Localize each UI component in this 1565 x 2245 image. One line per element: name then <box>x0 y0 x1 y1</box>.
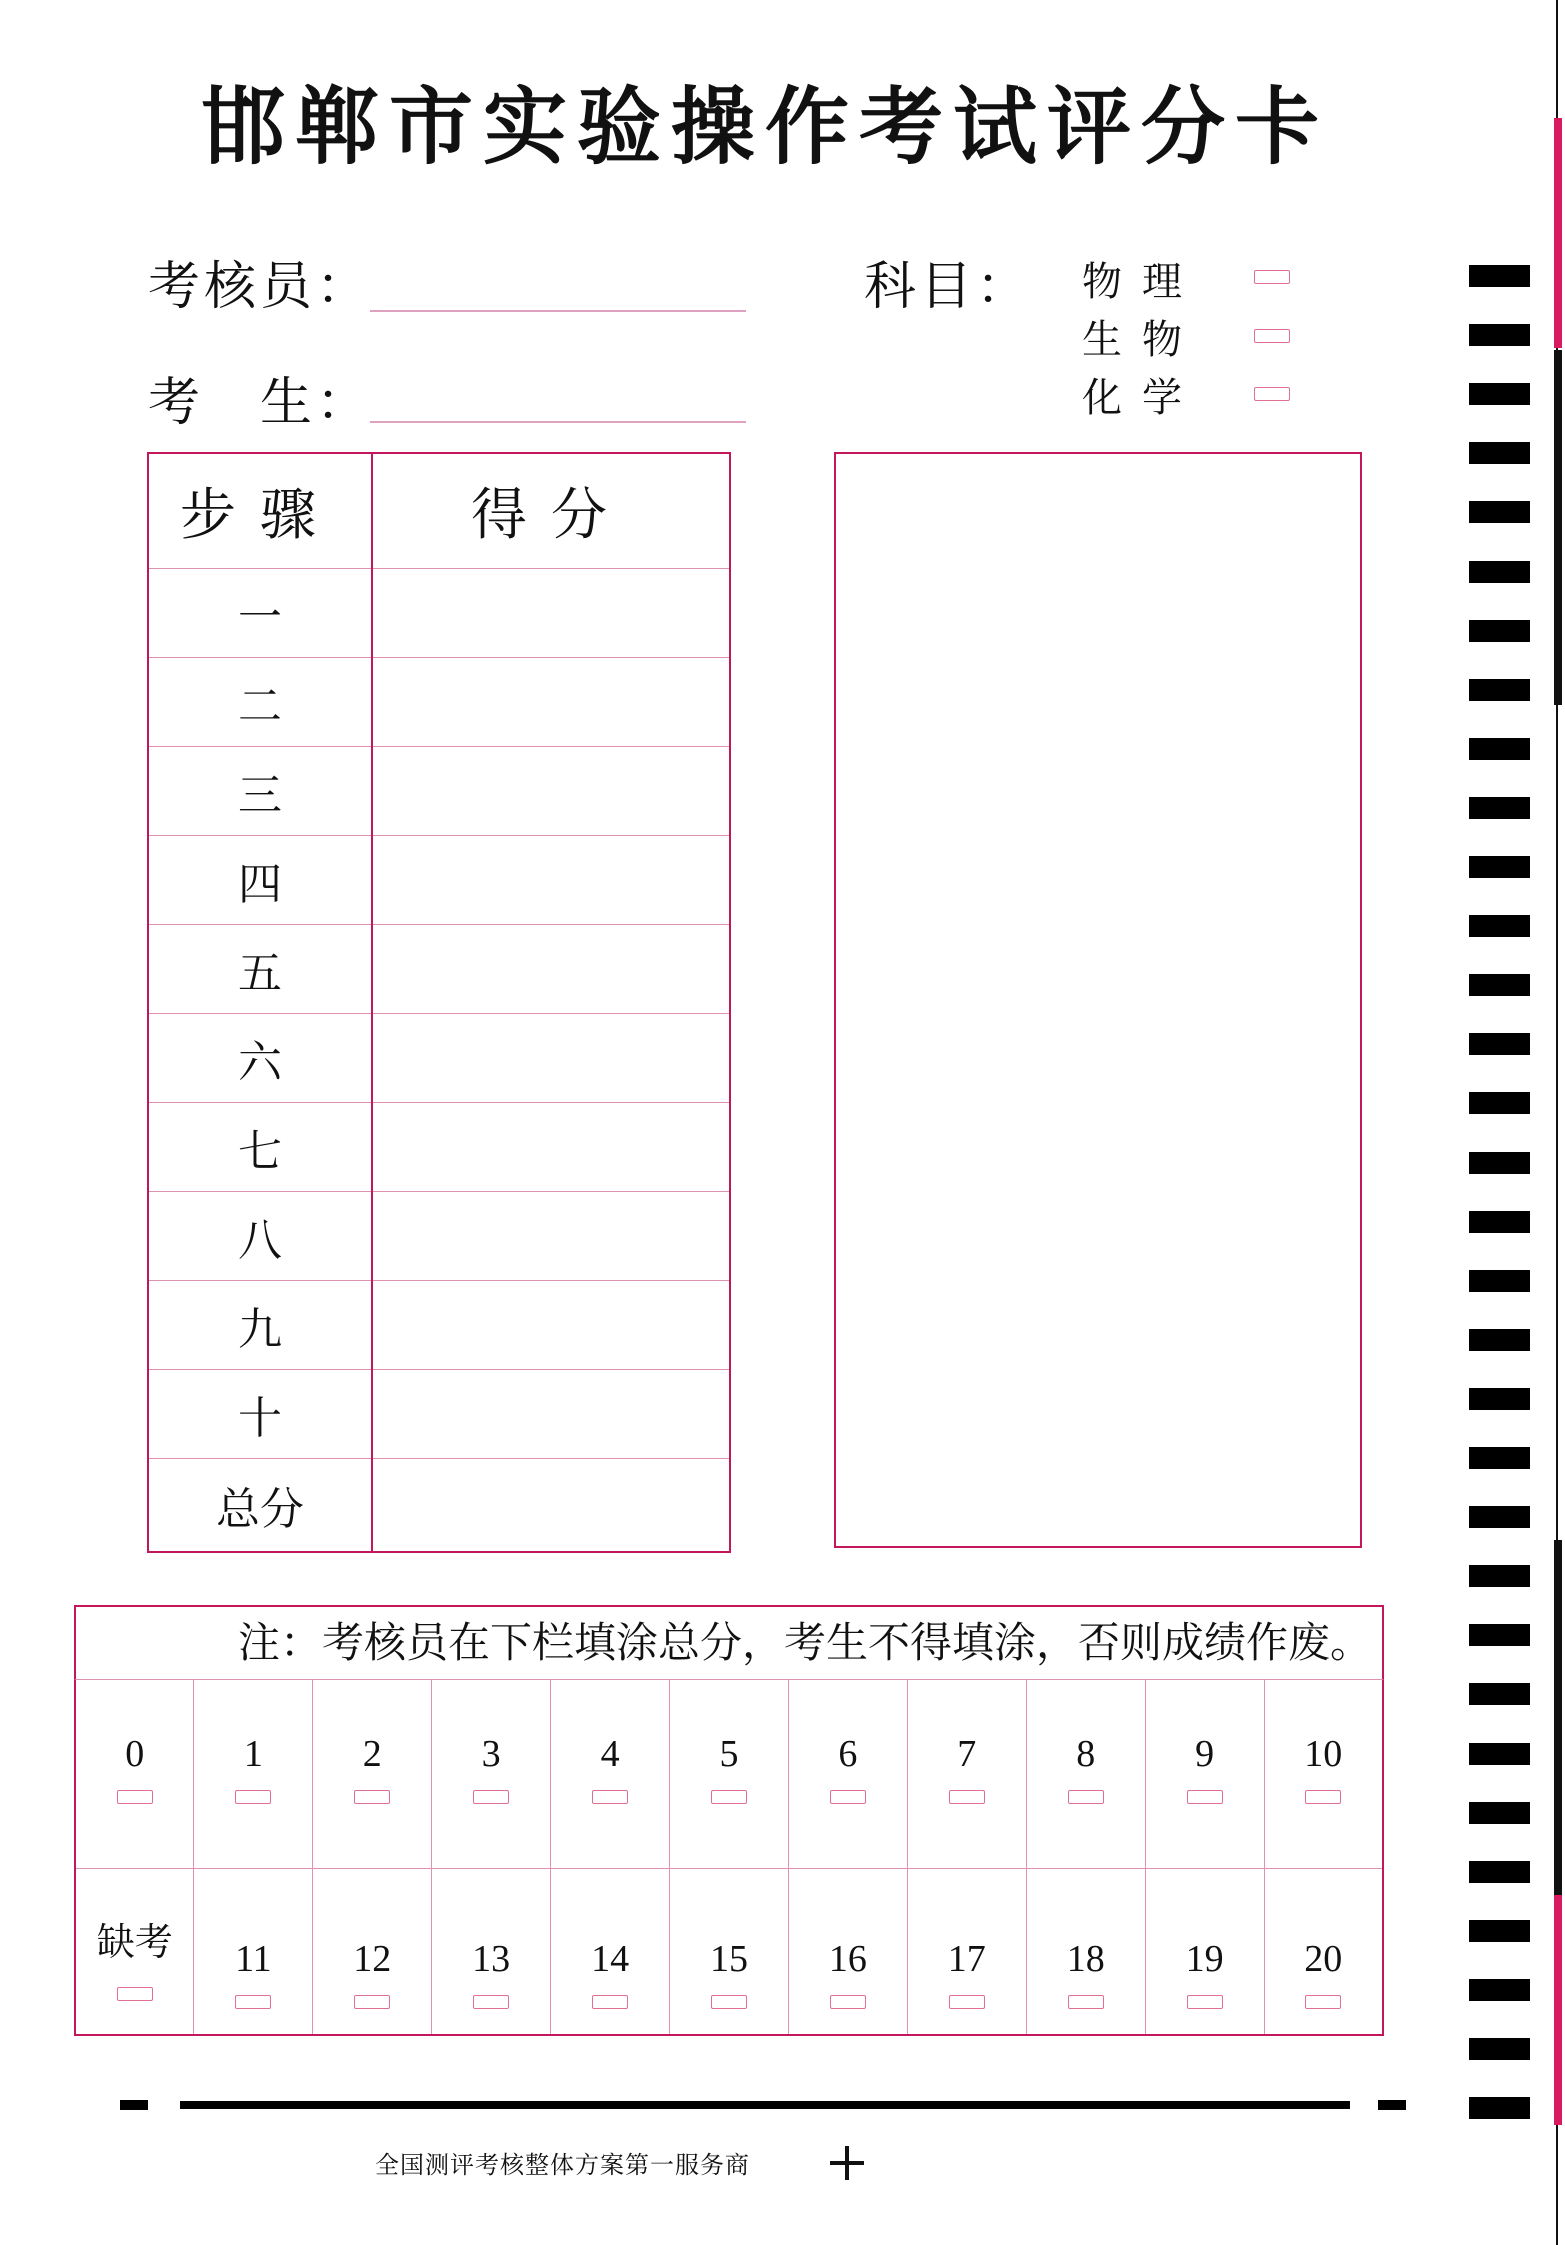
examinee-field[interactable] <box>370 421 746 423</box>
step-label: 三 <box>148 747 372 836</box>
score-number: 20 <box>1304 1938 1343 1980</box>
timing-mark <box>1469 1506 1530 1528</box>
step-score-cell[interactable] <box>372 1014 730 1103</box>
score-bubble[interactable] <box>830 1995 866 2009</box>
score-option[interactable] <box>551 1869 670 2036</box>
right-edge-accent <box>1554 118 1562 348</box>
right-edge-accent <box>1554 350 1562 705</box>
step-label: 四 <box>148 836 372 925</box>
step-label: 九 <box>148 1281 372 1370</box>
timing-mark <box>1469 915 1530 937</box>
score-option[interactable] <box>432 1680 551 1869</box>
page-title: 邯郸市实验操作考试评分卡 <box>200 77 1329 176</box>
score-option[interactable] <box>1026 1680 1145 1869</box>
total-score-bubble-grid <box>74 1680 1384 2036</box>
step-label: 二 <box>148 658 372 747</box>
subject-label: 科目： <box>864 257 1033 317</box>
timing-mark <box>1469 1092 1530 1114</box>
total-score-cell[interactable] <box>372 1459 730 1553</box>
subject-chemistry-bubble[interactable] <box>1254 387 1290 401</box>
subject-biology-label: 生物 <box>1082 317 1202 363</box>
timing-mark <box>1469 1447 1530 1469</box>
step-label: 十 <box>148 1370 372 1459</box>
bottom-mark-right <box>1378 2100 1406 2110</box>
timing-mark <box>1469 501 1530 523</box>
examiner-field[interactable] <box>370 310 746 312</box>
score-option[interactable] <box>788 1869 907 2036</box>
timing-mark <box>1469 265 1530 287</box>
step-label: 六 <box>148 1014 372 1103</box>
score-number: 5 <box>719 1733 739 1775</box>
score-option[interactable] <box>907 1869 1026 2036</box>
step-score-cell[interactable] <box>372 747 730 836</box>
timing-mark <box>1469 1861 1530 1883</box>
timing-mark <box>1469 1329 1530 1351</box>
score-option[interactable] <box>432 1869 551 2036</box>
score-bubble[interactable] <box>473 1790 509 1804</box>
step-label: 八 <box>148 1192 372 1281</box>
score-bubble[interactable] <box>354 1790 390 1804</box>
score-option[interactable] <box>75 1680 194 1869</box>
bottom-mark-left <box>120 2100 148 2110</box>
score-option[interactable] <box>907 1680 1026 1869</box>
step-score-cell[interactable] <box>372 569 730 658</box>
timing-mark <box>1469 856 1530 878</box>
step-score-cell[interactable] <box>372 1281 730 1370</box>
step-score-cell[interactable] <box>372 658 730 747</box>
score-bubble[interactable] <box>949 1995 985 2009</box>
score-option[interactable] <box>1145 1869 1264 2036</box>
score-number: 10 <box>1304 1733 1343 1775</box>
score-option[interactable] <box>670 1680 789 1869</box>
score-bubble[interactable] <box>830 1790 866 1804</box>
timing-mark <box>1469 1033 1530 1055</box>
subject-physics-bubble[interactable] <box>1254 270 1290 284</box>
score-option[interactable] <box>1264 1680 1383 1869</box>
score-number: 16 <box>828 1938 867 1980</box>
score-bubble[interactable] <box>473 1995 509 2009</box>
timing-mark <box>1469 1683 1530 1705</box>
absent-label: 缺考 <box>96 1920 173 1964</box>
right-edge-accent <box>1554 1895 1562 2125</box>
note-text: 注：考核员在下栏填涂总分，考生不得填涂，否则成绩作废。 <box>74 1605 1384 1680</box>
score-option[interactable] <box>1026 1869 1145 2036</box>
score-bubble[interactable] <box>1068 1995 1104 2009</box>
score-bubble[interactable] <box>1187 1790 1223 1804</box>
score-bubble[interactable] <box>711 1995 747 2009</box>
score-number: 13 <box>472 1938 511 1980</box>
subject-physics-label: 物理 <box>1082 259 1202 305</box>
timing-mark <box>1469 1802 1530 1824</box>
score-number: 8 <box>1076 1733 1096 1775</box>
score-number: 14 <box>591 1938 630 1980</box>
step-score-cell[interactable] <box>372 1103 730 1192</box>
score-bubble[interactable] <box>117 1790 153 1804</box>
score-number: 0 <box>125 1733 145 1775</box>
step-score-cell[interactable] <box>372 1192 730 1281</box>
timing-mark <box>1469 1979 1530 2001</box>
step-score-cell[interactable] <box>372 1370 730 1459</box>
right-edge-accent <box>1554 1540 1562 1895</box>
header-score: 得分 <box>471 483 631 548</box>
score-number: 19 <box>1185 1938 1224 1980</box>
step-label: 五 <box>148 925 372 1014</box>
timing-mark <box>1469 561 1530 583</box>
step-label: 七 <box>148 1103 372 1192</box>
score-bubble[interactable] <box>1305 1790 1341 1804</box>
score-bubble[interactable] <box>1305 1995 1341 2009</box>
timing-mark <box>1469 679 1530 701</box>
examinee-label: 考 生： <box>148 373 373 433</box>
timing-mark <box>1469 1743 1530 1765</box>
step-score-cell[interactable] <box>372 836 730 925</box>
score-option[interactable] <box>313 1680 432 1869</box>
score-bubble[interactable] <box>592 1790 628 1804</box>
score-bubble[interactable] <box>592 1995 628 2009</box>
score-option[interactable] <box>194 1869 313 2036</box>
score-option[interactable] <box>1145 1680 1264 1869</box>
subject-biology-bubble[interactable] <box>1254 329 1290 343</box>
score-table <box>147 452 731 1553</box>
timing-mark <box>1469 1624 1530 1646</box>
score-number: 4 <box>600 1733 620 1775</box>
score-option[interactable] <box>194 1680 313 1869</box>
score-option[interactable] <box>551 1680 670 1869</box>
score-bubble[interactable] <box>354 1995 390 2009</box>
score-bubble[interactable] <box>235 1995 271 2009</box>
header-step: 步骤 <box>148 453 372 569</box>
crosshair-mark <box>845 2146 849 2180</box>
timing-mark <box>1469 2038 1530 2060</box>
timing-mark <box>1469 620 1530 642</box>
step-score-cell[interactable] <box>372 925 730 1014</box>
timing-mark <box>1469 2097 1530 2119</box>
footer-text: 全国测评考核整体方案第一服务商 <box>375 2151 750 2179</box>
score-number: 2 <box>362 1733 382 1775</box>
timing-mark <box>1469 1920 1530 1942</box>
score-bubble[interactable] <box>711 1790 747 1804</box>
score-number: 12 <box>353 1938 392 1980</box>
score-number: 9 <box>1195 1733 1215 1775</box>
timing-mark <box>1469 324 1530 346</box>
score-option[interactable] <box>1264 1869 1383 2036</box>
timing-mark <box>1469 1152 1530 1174</box>
score-bubble[interactable] <box>949 1790 985 1804</box>
timing-mark <box>1469 383 1530 405</box>
timing-mark <box>1469 442 1530 464</box>
score-option[interactable] <box>670 1869 789 2036</box>
absent-option[interactable] <box>75 1869 194 2036</box>
timing-mark <box>1469 738 1530 760</box>
score-number: 3 <box>481 1733 501 1775</box>
timing-mark <box>1469 1388 1530 1410</box>
score-bubble[interactable] <box>1068 1790 1104 1804</box>
score-number: 17 <box>947 1938 986 1980</box>
score-option[interactable] <box>313 1869 432 2036</box>
timing-mark <box>1469 797 1530 819</box>
examiner-label: 考核员： <box>148 257 373 317</box>
timing-mark <box>1469 1565 1530 1587</box>
score-number: 7 <box>957 1733 977 1775</box>
timing-mark <box>1469 1270 1530 1292</box>
bottom-bar <box>180 2101 1350 2109</box>
score-number: 11 <box>235 1938 272 1980</box>
score-option[interactable] <box>788 1680 907 1869</box>
step-label: 一 <box>148 569 372 658</box>
score-bubble[interactable] <box>235 1790 271 1804</box>
score-bubble[interactable] <box>1187 1995 1223 2009</box>
timing-mark <box>1469 1211 1530 1233</box>
score-number: 1 <box>243 1733 263 1775</box>
score-number: 18 <box>1066 1938 1105 1980</box>
score-number: 6 <box>838 1733 858 1775</box>
remarks-box[interactable] <box>834 452 1362 1548</box>
total-label: 总分 <box>148 1459 372 1553</box>
timing-mark <box>1469 974 1530 996</box>
absent-bubble[interactable] <box>117 1987 153 2001</box>
score-number: 15 <box>709 1938 748 1980</box>
subject-chemistry-label: 化学 <box>1082 375 1202 421</box>
